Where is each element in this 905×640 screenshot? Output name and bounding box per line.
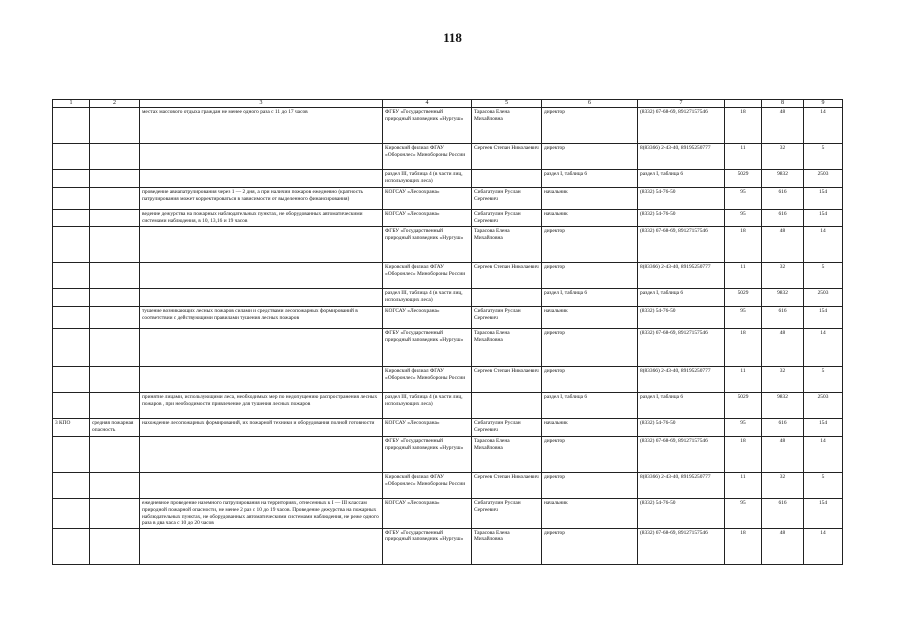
organization-cell: КОГСАУ «Лесоохрана» — [383, 210, 472, 227]
fire-danger-cell — [90, 437, 140, 473]
count-cell: 5029 — [725, 289, 762, 307]
position-cell: начальник — [542, 499, 638, 528]
kpo-class-cell — [53, 329, 90, 367]
measure-cell — [140, 170, 383, 188]
phone-cell: (8332) 54-76-50 — [638, 307, 725, 329]
count-cell: 154 — [804, 210, 843, 227]
position-cell: начальник — [542, 210, 638, 227]
measure-cell — [140, 227, 383, 263]
measure-cell — [140, 437, 383, 473]
count-cell: 2503 — [804, 289, 843, 307]
table-row — [53, 437, 843, 473]
organization-cell: ФГБУ «Государственный природный заповедник «Нургуш» — [383, 227, 472, 263]
measure-cell: нахождение лесопожарных формирований, их пожарной техники и оборудования полной готовности — [140, 419, 383, 437]
table-row — [53, 144, 843, 170]
position-cell: раздел I, таблица 6 — [542, 289, 638, 307]
count-cell: 95 — [725, 210, 762, 227]
kpo-class-cell — [53, 289, 90, 307]
count-cell: 616 — [762, 499, 804, 528]
count-cell: 9832 — [762, 289, 804, 307]
phone-cell: раздел I, таблица 6 — [638, 289, 725, 307]
count-cell: 48 — [762, 108, 804, 144]
position-cell: директор — [542, 263, 638, 289]
measure-cell — [140, 289, 383, 307]
organization-cell: Кировский филиал ФГАУ «Оборонлес» Минобороны России — [383, 473, 472, 499]
count-cell: 32 — [762, 144, 804, 170]
measure-cell: тушение возникающих лесных пожаров силами и средствами лесопожарных формирований в соответствии с действующими правилами тушения лесных пожаров — [140, 307, 383, 329]
responsible-person-cell — [472, 289, 542, 307]
organization-cell: КОГСАУ «Лесоохрана» — [383, 499, 472, 528]
count-cell: 18 — [725, 329, 762, 367]
kpo-class-cell: 3 КПО — [53, 419, 90, 437]
fire-danger-cell — [90, 188, 140, 210]
phone-cell: (8332) 67-68-69, 89127157546 — [638, 528, 725, 564]
phone-cell: (8332) 54-76-50 — [638, 499, 725, 528]
table-row — [53, 393, 843, 419]
measure-cell: проведение авиапатрулирования через 1 — 2 дня, а при наличии пожаров ежедневно (кратность патрулирования может корректироваться в зависимости от выделенного финансирования) — [140, 188, 383, 210]
table-row — [53, 528, 843, 564]
count-cell: 9832 — [762, 393, 804, 419]
organization-cell: ФГБУ «Государственный природный заповедник «Нургуш» — [383, 108, 472, 144]
responsible-person-cell: Тарасова Елена Михайловна — [472, 437, 542, 473]
count-cell: 14 — [804, 437, 843, 473]
position-cell: директор — [542, 144, 638, 170]
responsible-person-cell — [472, 170, 542, 188]
column-header: 3 — [140, 100, 383, 108]
table-row — [53, 210, 843, 227]
phone-cell: 8(83366) 2-43-40, 89195250777 — [638, 144, 725, 170]
column-header: 4 — [383, 100, 472, 108]
kpo-class-cell — [53, 144, 90, 170]
table-row — [53, 289, 843, 307]
responsible-person-cell: Сергеев Степан Николаевич — [472, 367, 542, 393]
fire-danger-cell — [90, 289, 140, 307]
count-cell: 154 — [804, 499, 843, 528]
count-cell: 14 — [804, 108, 843, 144]
kpo-class-cell — [53, 528, 90, 564]
column-header: 1 — [53, 100, 90, 108]
responsible-person-cell: Сибагатулин Руслан Сергеевич — [472, 210, 542, 227]
measure-cell: принятие лицами, использующими леса, необходимых мер по недопущению распространения лесных пожаров , при необходимости привлечение для тушения лесных пожаров — [140, 393, 383, 419]
count-cell: 5029 — [725, 170, 762, 188]
count-cell: 95 — [725, 499, 762, 528]
fire-danger-cell — [90, 263, 140, 289]
responsible-person-cell: Сергеев Степан Николаевич — [472, 144, 542, 170]
count-cell: 5 — [804, 367, 843, 393]
phone-cell: раздел I, таблица 6 — [638, 393, 725, 419]
kpo-class-cell — [53, 170, 90, 188]
position-cell: начальник — [542, 188, 638, 210]
count-cell: 5 — [804, 473, 843, 499]
phone-cell: (8332) 54-76-50 — [638, 419, 725, 437]
organization-cell: Кировский филиал ФГАУ «Оборонлес» Минобороны России — [383, 263, 472, 289]
position-cell: раздел I, таблица 6 — [542, 393, 638, 419]
count-cell: 32 — [762, 473, 804, 499]
column-number-row — [53, 100, 843, 108]
position-cell: директор — [542, 528, 638, 564]
count-cell: 48 — [762, 227, 804, 263]
kpo-class-cell — [53, 227, 90, 263]
responsible-person-cell: Тарасова Елена Михайловна — [472, 329, 542, 367]
kpo-class-cell — [53, 108, 90, 144]
fire-danger-cell — [90, 499, 140, 528]
organization-cell: раздел III, таблица 4 (в части лиц, использующих леса) — [383, 170, 472, 188]
measure-cell — [140, 367, 383, 393]
count-cell: 48 — [762, 329, 804, 367]
fire-danger-cell — [90, 170, 140, 188]
fire-danger-cell — [90, 108, 140, 144]
table-row — [53, 188, 843, 210]
page-number: 118 — [443, 30, 462, 45]
position-cell: начальник — [542, 419, 638, 437]
fire-measures-table — [52, 99, 843, 565]
measure-cell — [140, 263, 383, 289]
kpo-class-cell — [53, 188, 90, 210]
fire-danger-cell — [90, 528, 140, 564]
count-cell: 5 — [804, 263, 843, 289]
fire-danger-cell — [90, 329, 140, 367]
organization-cell: Кировский филиал ФГАУ «Оборонлес» Минобороны России — [383, 367, 472, 393]
kpo-class-cell — [53, 307, 90, 329]
table-row — [53, 367, 843, 393]
fire-danger-cell — [90, 227, 140, 263]
organization-cell: раздел III, таблица 4 (в части лиц, использующих леса) — [383, 289, 472, 307]
count-cell: 32 — [762, 367, 804, 393]
responsible-person-cell: Сибагатулин Руслан Сергеевич — [472, 499, 542, 528]
column-header: 9 — [804, 100, 843, 108]
kpo-class-cell — [53, 437, 90, 473]
count-cell: 95 — [725, 188, 762, 210]
phone-cell: (8332) 67-68-69, 89127157546 — [638, 329, 725, 367]
kpo-class-cell — [53, 499, 90, 528]
kpo-class-cell — [53, 473, 90, 499]
count-cell: 95 — [725, 307, 762, 329]
count-cell: 14 — [804, 329, 843, 367]
table-row — [53, 307, 843, 329]
measure-cell — [140, 528, 383, 564]
measure-cell — [140, 144, 383, 170]
fire-danger-cell — [90, 367, 140, 393]
table-row — [53, 499, 843, 528]
table-row — [53, 473, 843, 499]
organization-cell: ФГБУ «Государственный природный заповедник «Нургуш» — [383, 437, 472, 473]
phone-cell: 8(83366) 2-43-40, 89195250777 — [638, 263, 725, 289]
count-cell: 11 — [725, 367, 762, 393]
column-header: 5 — [472, 100, 542, 108]
measure-cell: ежедневное проведение наземного патрулирования на территориях, отнесенных к I — III классам природной пожарной опасности, не менее 2 раз с 10 до 19 часов. Проведение дежурства на пожарных наблюдательных пунктах, не оборудованных автоматическими системами наблюдения, не реже одного раза в два часа с 10 до 20 часов — [140, 499, 383, 528]
position-cell: директор — [542, 437, 638, 473]
fire-danger-cell — [90, 144, 140, 170]
fire-danger-cell — [90, 473, 140, 499]
position-cell: директор — [542, 329, 638, 367]
responsible-person-cell: Сергеев Степан Николаевич — [472, 263, 542, 289]
count-cell: 9832 — [762, 170, 804, 188]
count-cell: 18 — [725, 227, 762, 263]
table-row — [53, 227, 843, 263]
fire-danger-cell: средняя пожарная опасность — [90, 419, 140, 437]
count-cell: 616 — [762, 307, 804, 329]
phone-cell: раздел I, таблица 6 — [638, 170, 725, 188]
kpo-class-cell — [53, 210, 90, 227]
organization-cell: КОГСАУ «Лесоохрана» — [383, 188, 472, 210]
count-cell: 154 — [804, 307, 843, 329]
organization-cell: раздел III, таблица 4 (в части лиц, использующих леса) — [383, 393, 472, 419]
responsible-person-cell: Сибагатулин Руслан Сергеевич — [472, 307, 542, 329]
responsible-person-cell: Сибагатулин Руслан Сергеевич — [472, 419, 542, 437]
column-header: 6 — [542, 100, 638, 108]
count-cell: 11 — [725, 144, 762, 170]
phone-cell: (8332) 67-68-69, 89127157546 — [638, 227, 725, 263]
measure-cell — [140, 329, 383, 367]
count-cell: 32 — [762, 263, 804, 289]
responsible-person-cell: Сибагатулин Руслан Сергеевич — [472, 188, 542, 210]
phone-cell: 8(83366) 2-43-40, 89195250777 — [638, 367, 725, 393]
table-row — [53, 419, 843, 437]
count-cell: 154 — [804, 188, 843, 210]
responsible-person-cell: Тарасова Елена Михайловна — [472, 528, 542, 564]
organization-cell: ФГБУ «Государственный природный заповедник «Нургуш» — [383, 329, 472, 367]
fire-danger-cell — [90, 393, 140, 419]
organization-cell: ФГБУ «Государственный природный заповедник «Нургуш» — [383, 528, 472, 564]
organization-cell: КОГСАУ «Лесоохрана» — [383, 307, 472, 329]
organization-cell: Кировский филиал ФГАУ «Оборонлес» Минобороны России — [383, 144, 472, 170]
count-cell: 11 — [725, 473, 762, 499]
count-cell: 5 — [804, 144, 843, 170]
column-header: 7 — [638, 100, 725, 108]
table-row — [53, 108, 843, 144]
kpo-class-cell — [53, 263, 90, 289]
count-cell: 18 — [725, 528, 762, 564]
position-cell: раздел I, таблица 6 — [542, 170, 638, 188]
count-cell: 5029 — [725, 393, 762, 419]
column-header: 8 — [762, 100, 804, 108]
responsible-person-cell: Тарасова Елена Михайловна — [472, 227, 542, 263]
count-cell: 2503 — [804, 393, 843, 419]
table-row — [53, 263, 843, 289]
phone-cell: (8332) 54-76-50 — [638, 210, 725, 227]
position-cell: директор — [542, 227, 638, 263]
fire-danger-cell — [90, 307, 140, 329]
count-cell: 18 — [725, 437, 762, 473]
fire-danger-cell — [90, 210, 140, 227]
kpo-class-cell — [53, 393, 90, 419]
organization-cell: КОГСАУ «Лесоохрана» — [383, 419, 472, 437]
phone-cell: (8332) 67-68-69, 89127157546 — [638, 108, 725, 144]
kpo-class-cell — [53, 367, 90, 393]
position-cell: начальник — [542, 307, 638, 329]
count-cell: 616 — [762, 419, 804, 437]
responsible-person-cell: Сергеев Степан Николаевич — [472, 473, 542, 499]
responsible-person-cell — [472, 393, 542, 419]
count-cell: 95 — [725, 419, 762, 437]
phone-cell: (8332) 54-76-50 — [638, 188, 725, 210]
count-cell: 2503 — [804, 170, 843, 188]
measure-cell: местах массового отдыха граждан не менее одного раза с 11 до 17 часов — [140, 108, 383, 144]
count-cell: 616 — [762, 210, 804, 227]
table-row — [53, 170, 843, 188]
position-cell: директор — [542, 473, 638, 499]
column-header — [725, 100, 762, 108]
count-cell: 154 — [804, 419, 843, 437]
measure-cell: ведение дежурства на пожарных наблюдательных пунктах, не оборудованных автоматическими системами наблюдения, в 10, 13,16 и 19 часов — [140, 210, 383, 227]
responsible-person-cell: Тарасова Елена Михайловна — [472, 108, 542, 144]
table-row — [53, 329, 843, 367]
count-cell: 14 — [804, 528, 843, 564]
count-cell: 14 — [804, 227, 843, 263]
count-cell: 616 — [762, 188, 804, 210]
measure-cell — [140, 473, 383, 499]
count-cell: 48 — [762, 437, 804, 473]
count-cell: 18 — [725, 108, 762, 144]
column-header: 2 — [90, 100, 140, 108]
phone-cell: (8332) 67-68-69, 89127157546 — [638, 437, 725, 473]
count-cell: 48 — [762, 528, 804, 564]
position-cell: директор — [542, 367, 638, 393]
position-cell: директор — [542, 108, 638, 144]
phone-cell: 8(83366) 2-43-40, 89195250777 — [638, 473, 725, 499]
count-cell: 11 — [725, 263, 762, 289]
